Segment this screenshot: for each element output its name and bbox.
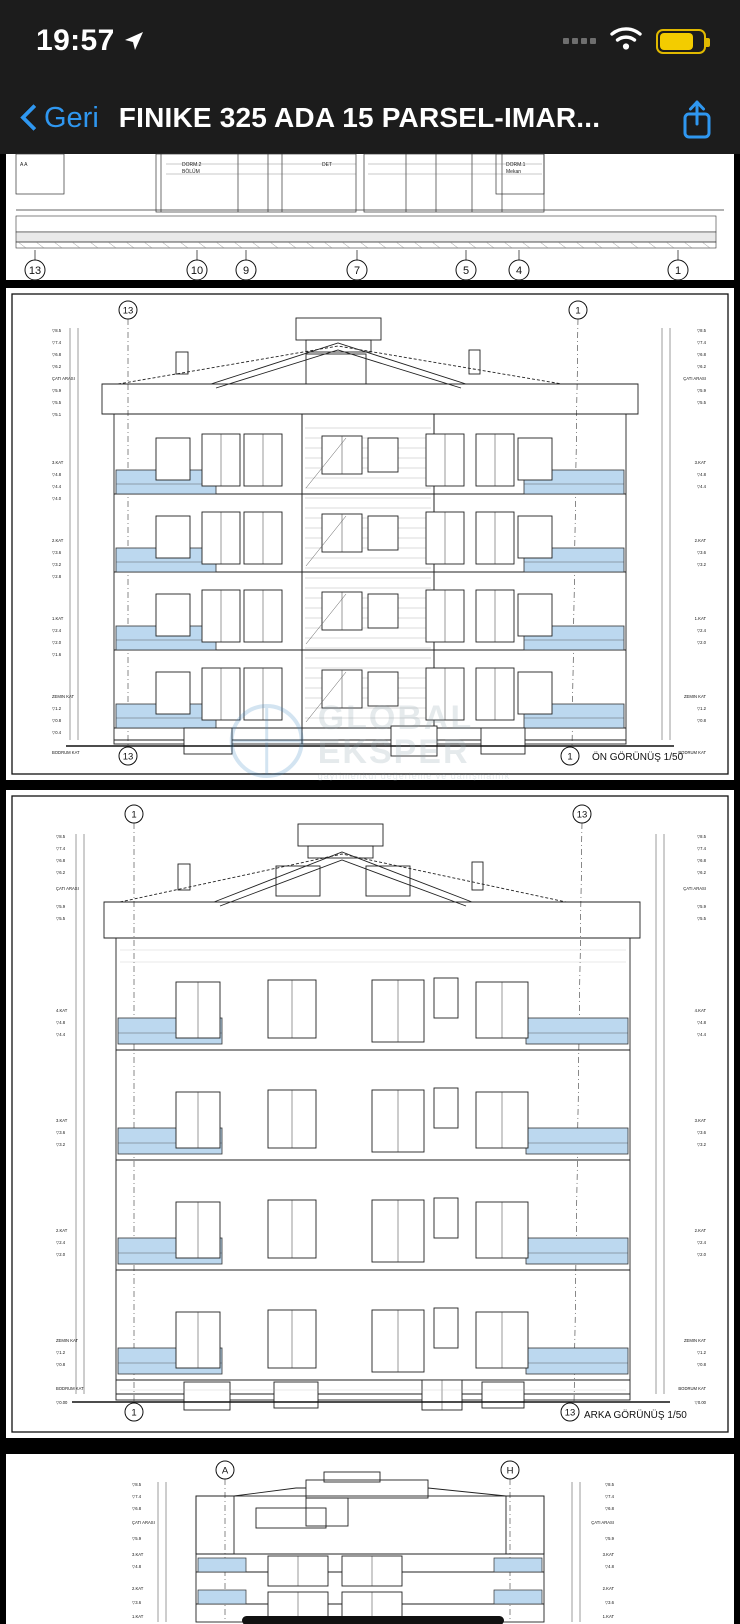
chevron-left-icon: [22, 103, 38, 133]
svg-text:▽6.2: ▽6.2: [696, 870, 706, 875]
svg-text:ÇATI ARASI: ÇATI ARASI: [56, 886, 79, 891]
svg-text:1: 1: [567, 751, 573, 763]
svg-text:▽6.8: ▽6.8: [132, 1506, 142, 1511]
svg-text:▽8.5: ▽8.5: [52, 328, 62, 333]
svg-text:5: 5: [462, 265, 470, 277]
svg-text:▽5.9: ▽5.9: [696, 904, 706, 909]
svg-text:▽5.5: ▽5.5: [696, 400, 706, 405]
svg-text:10: 10: [190, 265, 204, 277]
svg-text:▽2.4: ▽2.4: [56, 1240, 66, 1245]
svg-text:ZEMIN KAT: ZEMIN KAT: [683, 694, 706, 699]
svg-text:ZEMIN KAT: ZEMIN KAT: [683, 1338, 706, 1343]
svg-text:▽3.6: ▽3.6: [56, 1130, 66, 1135]
svg-text:A: A: [221, 1465, 229, 1477]
svg-text:▽6.2: ▽6.2: [52, 364, 62, 369]
svg-text:▽3.6: ▽3.6: [696, 550, 706, 555]
technical-drawing-section: [6, 154, 734, 280]
svg-text:▽0.00: ▽0.00: [694, 1400, 706, 1405]
svg-text:2.KAT: 2.KAT: [602, 1586, 614, 1591]
svg-text:▽2.0: ▽2.0: [56, 1252, 66, 1257]
svg-text:2.KAT: 2.KAT: [52, 538, 64, 543]
svg-text:ARKA GÖRÜNÜŞ 1/50: ARKA GÖRÜNÜŞ 1/50: [584, 1410, 687, 1421]
location-arrow-icon: [124, 31, 144, 51]
svg-text:▽6.8: ▽6.8: [696, 858, 706, 863]
svg-text:4.KAT: 4.KAT: [694, 1008, 706, 1013]
svg-text:DORM.1: DORM.1: [506, 162, 526, 168]
svg-text:▽6.8: ▽6.8: [696, 352, 706, 357]
svg-text:H: H: [506, 1465, 514, 1477]
svg-text:3.KAT: 3.KAT: [52, 460, 64, 465]
svg-text:▽0.8: ▽0.8: [696, 718, 706, 723]
svg-text:▽4.8: ▽4.8: [52, 472, 62, 477]
svg-text:▽7.4: ▽7.4: [56, 846, 66, 851]
svg-text:DET: DET: [322, 162, 332, 168]
svg-text:1.KAT: 1.KAT: [602, 1614, 614, 1619]
svg-text:1.KAT: 1.KAT: [694, 616, 706, 621]
svg-text:2.KAT: 2.KAT: [694, 1228, 706, 1233]
svg-text:▽3.6: ▽3.6: [696, 1130, 706, 1135]
back-button[interactable]: [22, 102, 99, 135]
svg-text:▽7.4: ▽7.4: [696, 846, 706, 851]
svg-text:▽8.5: ▽8.5: [696, 834, 706, 839]
status-left: [36, 24, 144, 58]
wifi-icon: [609, 26, 643, 56]
svg-text:A A: A A: [20, 162, 28, 168]
svg-text:▽2.4: ▽2.4: [52, 628, 62, 633]
svg-text:BODRUM KAT: BODRUM KAT: [678, 750, 706, 755]
svg-text:▽2.0: ▽2.0: [696, 640, 706, 645]
svg-text:▽1.2: ▽1.2: [696, 1350, 706, 1355]
drawing-sheet-section-strip[interactable]: [6, 154, 734, 280]
svg-text:▽8.5: ▽8.5: [696, 328, 706, 333]
svg-text:▽0.4: ▽0.4: [52, 730, 62, 735]
svg-text:2.KAT: 2.KAT: [694, 538, 706, 543]
svg-text:▽0.8: ▽0.8: [56, 1362, 66, 1367]
svg-text:▽0.8: ▽0.8: [696, 1362, 706, 1367]
status-time: 19:57: [36, 24, 115, 57]
svg-text:▽1.2: ▽1.2: [52, 706, 62, 711]
svg-text:▽3.6: ▽3.6: [132, 1600, 142, 1605]
svg-text:▽2.8: ▽2.8: [52, 574, 62, 579]
drawing-sheet-side-elevation[interactable]: [6, 1446, 734, 1624]
svg-text:ZEMIN KAT: ZEMIN KAT: [56, 1338, 79, 1343]
svg-text:13: 13: [122, 751, 134, 763]
svg-text:▽0.8: ▽0.8: [52, 718, 62, 723]
svg-text:▽8.5: ▽8.5: [132, 1482, 142, 1487]
svg-text:▽6.2: ▽6.2: [696, 364, 706, 369]
svg-text:BODRUM KAT: BODRUM KAT: [678, 1386, 706, 1391]
svg-text:▽2.0: ▽2.0: [696, 1252, 706, 1257]
svg-text:BÖLÜM: BÖLÜM: [182, 169, 200, 175]
svg-text:1: 1: [674, 265, 682, 277]
svg-text:3.KAT: 3.KAT: [132, 1552, 144, 1557]
svg-text:▽1.2: ▽1.2: [56, 1350, 66, 1355]
svg-text:▽4.4: ▽4.4: [696, 1032, 706, 1037]
svg-text:▽0.00: ▽0.00: [56, 1400, 68, 1405]
technical-drawing-front-elevation: [6, 288, 734, 780]
svg-text:ÇATI ARASI: ÇATI ARASI: [132, 1520, 155, 1525]
svg-text:▽3.2: ▽3.2: [696, 1142, 706, 1147]
svg-text:13: 13: [564, 1407, 576, 1419]
svg-text:▽5.9: ▽5.9: [132, 1536, 142, 1541]
watermark-line-2: EKSPER: [317, 732, 470, 771]
status-right: [563, 26, 706, 56]
svg-text:▽3.2: ▽3.2: [696, 562, 706, 567]
svg-text:▽5.9: ▽5.9: [696, 388, 706, 393]
share-icon[interactable]: [680, 98, 714, 138]
svg-text:▽4.4: ▽4.4: [56, 1032, 66, 1037]
document-viewer[interactable]: [0, 154, 740, 1619]
svg-text:ÇATI ARASI: ÇATI ARASI: [683, 886, 706, 891]
svg-text:▽3.2: ▽3.2: [56, 1142, 66, 1147]
svg-text:▽5.5: ▽5.5: [56, 916, 66, 921]
svg-text:ÖN GÖRÜNÜŞ 1/50: ÖN GÖRÜNÜŞ 1/50: [592, 752, 684, 763]
watermark-line-3: gayrimenkul değerleme ve danışmanlık: [317, 770, 511, 781]
svg-text:2.KAT: 2.KAT: [132, 1586, 144, 1591]
svg-text:BODRUM KAT: BODRUM KAT: [56, 1386, 84, 1391]
svg-text:ZEMIN KAT: ZEMIN KAT: [52, 694, 75, 699]
svg-text:▽5.5: ▽5.5: [52, 400, 62, 405]
svg-text:Mekan: Mekan: [506, 169, 522, 175]
svg-text:▽2.4: ▽2.4: [696, 1240, 706, 1245]
svg-text:▽4.8: ▽4.8: [604, 1564, 614, 1569]
status-bar: [0, 0, 740, 82]
svg-text:▽4.8: ▽4.8: [132, 1564, 142, 1569]
technical-drawing-rear-elevation: [6, 790, 734, 1438]
drawing-sheet-rear-elevation[interactable]: [6, 790, 734, 1438]
svg-text:▽5.9: ▽5.9: [604, 1536, 614, 1541]
svg-text:▽8.5: ▽8.5: [604, 1482, 614, 1487]
battery-icon: [656, 29, 706, 54]
svg-text:3.KAT: 3.KAT: [694, 1118, 706, 1123]
drawing-sheet-front-elevation[interactable]: [6, 288, 734, 780]
svg-text:▽3.6: ▽3.6: [52, 550, 62, 555]
svg-text:13: 13: [576, 809, 588, 821]
svg-text:4.KAT: 4.KAT: [56, 1008, 68, 1013]
svg-text:▽5.1: ▽5.1: [52, 412, 62, 417]
svg-text:7: 7: [353, 265, 361, 277]
svg-text:▽7.4: ▽7.4: [604, 1494, 614, 1499]
svg-text:13: 13: [122, 305, 134, 317]
svg-text:3.KAT: 3.KAT: [694, 460, 706, 465]
svg-text:▽5.9: ▽5.9: [52, 388, 62, 393]
svg-text:1.KAT: 1.KAT: [132, 1614, 144, 1619]
svg-text:ÇATI ARASI: ÇATI ARASI: [591, 1520, 614, 1525]
svg-text:▽1.2: ▽1.2: [696, 706, 706, 711]
svg-text:1.KAT: 1.KAT: [52, 616, 64, 621]
nav-bar: [0, 82, 740, 154]
svg-text:2.KAT: 2.KAT: [56, 1228, 68, 1233]
svg-text:▽6.8: ▽6.8: [56, 858, 66, 863]
svg-text:▽4.8: ▽4.8: [696, 1020, 706, 1025]
back-button-label: Geri: [44, 101, 99, 134]
technical-drawing-side-elevation: [6, 1454, 734, 1624]
svg-text:▽4.4: ▽4.4: [52, 484, 62, 489]
svg-text:▽3.6: ▽3.6: [604, 1600, 614, 1605]
svg-text:13: 13: [28, 265, 42, 277]
svg-text:▽6.2: ▽6.2: [56, 870, 66, 875]
svg-text:▽4.8: ▽4.8: [56, 1020, 66, 1025]
page-title: FINIKE 325 ADA 15 PARSEL-IMAR...: [118, 102, 601, 133]
svg-text:BODRUM KAT: BODRUM KAT: [52, 750, 80, 755]
signal-dots-icon: [563, 38, 596, 44]
svg-text:▽4.0: ▽4.0: [52, 496, 62, 501]
svg-text:▽7.4: ▽7.4: [52, 340, 62, 345]
watermark-line-1: GLOBAL: [317, 698, 474, 737]
svg-text:▽5.9: ▽5.9: [56, 904, 66, 909]
svg-text:ÇATI ARASI: ÇATI ARASI: [52, 376, 75, 381]
svg-text:▽4.4: ▽4.4: [696, 484, 706, 489]
svg-text:ÇATI ARASI: ÇATI ARASI: [683, 376, 706, 381]
svg-text:▽2.0: ▽2.0: [52, 640, 62, 645]
svg-text:4: 4: [515, 265, 523, 277]
svg-text:▽5.5: ▽5.5: [696, 916, 706, 921]
svg-text:3.KAT: 3.KAT: [56, 1118, 68, 1123]
svg-text:▽8.5: ▽8.5: [56, 834, 66, 839]
svg-text:▽2.4: ▽2.4: [696, 628, 706, 633]
svg-text:▽6.8: ▽6.8: [52, 352, 62, 357]
svg-text:▽6.8: ▽6.8: [604, 1506, 614, 1511]
svg-text:3.KAT: 3.KAT: [602, 1552, 614, 1557]
svg-text:1: 1: [131, 1407, 137, 1419]
svg-text:▽7.4: ▽7.4: [696, 340, 706, 345]
svg-text:▽3.2: ▽3.2: [52, 562, 62, 567]
svg-text:DORM.2: DORM.2: [182, 162, 202, 168]
svg-text:▽7.4: ▽7.4: [132, 1494, 142, 1499]
svg-text:1: 1: [575, 305, 581, 317]
svg-text:▽1.6: ▽1.6: [52, 652, 62, 657]
svg-text:9: 9: [242, 265, 250, 277]
svg-text:▽4.8: ▽4.8: [696, 472, 706, 477]
svg-text:1: 1: [131, 809, 137, 821]
